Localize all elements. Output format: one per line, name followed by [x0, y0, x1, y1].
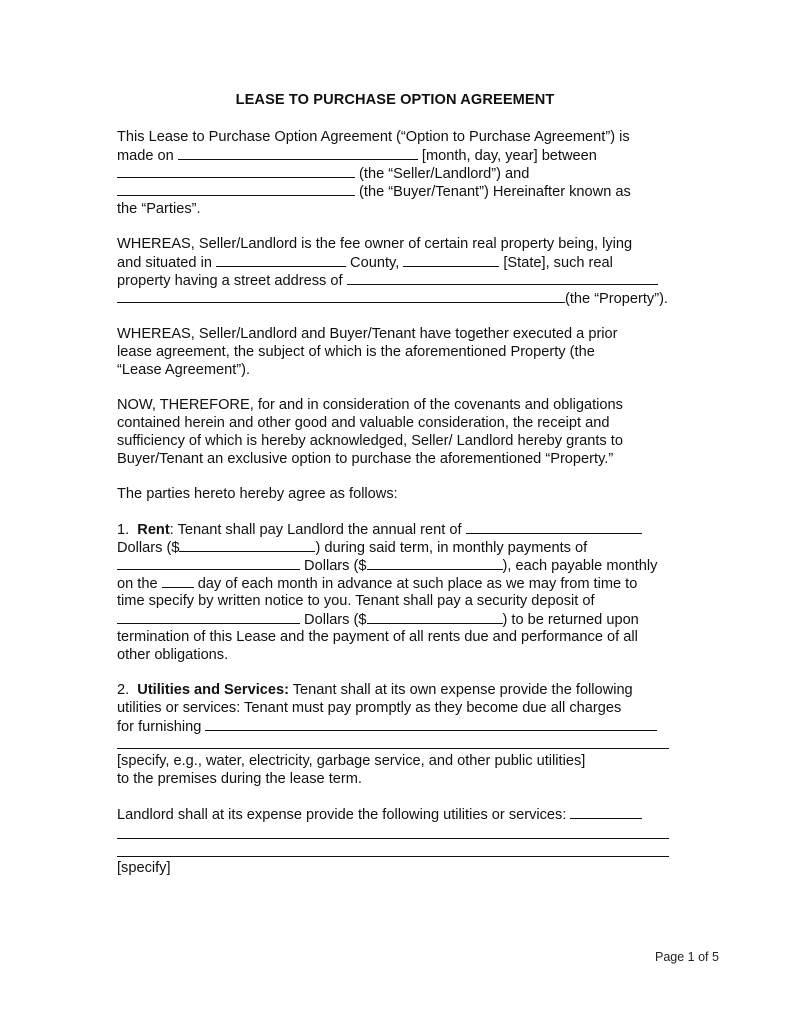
annual-rent-amount-blank[interactable] [179, 538, 315, 552]
state-blank[interactable] [403, 253, 499, 267]
intro-line-2: made on [month, day, year] between [117, 148, 597, 164]
landlord-utilities-blank[interactable] [570, 805, 642, 819]
landlord-utilities-blank-2[interactable] [117, 838, 669, 839]
now-therefore-line-4: Buyer/Tenant an exclusive option to purchase the aforementioned “Property.” [117, 451, 614, 467]
utilities-line-2: utilities or services: Tenant must pay promptly as they become due all charges [117, 700, 622, 716]
utilities-heading: Utilities and Services: [137, 682, 289, 698]
whereas2-line-1: WHEREAS, Seller/Landlord and Buyer/Tenant have together executed a prior [117, 326, 618, 342]
utilities-line-6: to the premises during the lease term. [117, 771, 362, 787]
rent-line-6: Dollars ($ ) to be returned upon [117, 610, 639, 629]
intro-line-5: the “Parties”. [117, 201, 201, 217]
rent-line-1: 1. Rent: Tenant shall pay Landlord the annual rent of [117, 520, 642, 539]
rent-line-5: time specify by written notice to you. Tenant shall pay a security deposit of [117, 593, 595, 609]
rent-line-8: other obligations. [117, 647, 229, 663]
street-address-blank-2[interactable] [117, 289, 565, 303]
whereas1-line-1: WHEREAS, Seller/Landlord is the fee owner of certain real property being, lying [117, 236, 633, 252]
utilities-line-5: [specify, e.g., water, electricity, garbage service, and other public utilities] [117, 753, 586, 769]
landlord-utilities-blank-3[interactable] [117, 856, 669, 857]
landlord-utilities-line-1: Landlord shall at its expense provide the following utilities or services: [117, 805, 642, 824]
now-therefore-line-2: contained herein and other good and valuable consideration, the receipt and [117, 415, 610, 431]
document-title: LEASE TO PURCHASE OPTION AGREEMENT [235, 92, 555, 108]
payment-day-blank[interactable] [162, 574, 194, 588]
intro-line-4: (the “Buyer/Tenant”) Hereinafter known as [117, 182, 631, 201]
whereas1-line-4: (the “Property”). [117, 289, 668, 308]
rent-line-2: Dollars ($ ) during said term, in monthly payments of [117, 540, 588, 556]
utilities-line-3: for furnishing [117, 717, 657, 736]
tenant-utilities-blank[interactable] [205, 717, 657, 731]
agree-line: The parties hereto hereby agree as follows: [117, 486, 398, 502]
utilities-line-1: 2. Utilities and Services: Tenant shall at its own expense provide the following [117, 682, 633, 698]
whereas1-line-3: property having a street address of [117, 271, 658, 290]
whereas2-line-3: “Lease Agreement”). [117, 362, 251, 378]
deposit-words-blank[interactable] [117, 610, 300, 624]
buyer-name-blank[interactable] [117, 182, 355, 196]
tenant-utilities-blank-2[interactable] [117, 748, 669, 749]
page-number: Page 1 of 5 [655, 950, 719, 964]
date-blank[interactable] [178, 146, 418, 160]
annual-rent-words-blank[interactable] [466, 520, 642, 534]
intro-line-3: (the “Seller/Landlord”) and [117, 164, 529, 183]
intro-line-1: This Lease to Purchase Option Agreement (“Option to Purchase Agreement”) is [117, 129, 630, 145]
rent-line-3: Dollars ($ ), each payable monthly [117, 556, 657, 575]
deposit-amount-blank[interactable] [367, 610, 503, 624]
monthly-rent-words-blank[interactable] [117, 556, 300, 570]
monthly-rent-amount-blank[interactable] [367, 556, 503, 570]
seller-name-blank[interactable] [117, 164, 355, 178]
rent-line-4: on the day of each month in advance at such place as we may from time to [117, 576, 638, 592]
whereas2-line-2: lease agreement, the subject of which is the aforementioned Property (the [117, 344, 595, 360]
street-address-blank[interactable] [347, 271, 658, 285]
now-therefore-line-1: NOW, THEREFORE, for and in consideration of the covenants and obligations [117, 397, 623, 413]
landlord-utilities-specify: [specify] [117, 860, 171, 876]
now-therefore-line-3: sufficiency of which is hereby acknowledged, Seller/ Landlord hereby grants to [117, 433, 623, 449]
rent-heading: Rent [137, 522, 170, 538]
whereas1-line-2: and situated in County, [State], such real [117, 255, 613, 271]
rent-line-7: termination of this Lease and the payment of all rents due and performance of all [117, 629, 638, 645]
county-blank[interactable] [216, 253, 346, 267]
